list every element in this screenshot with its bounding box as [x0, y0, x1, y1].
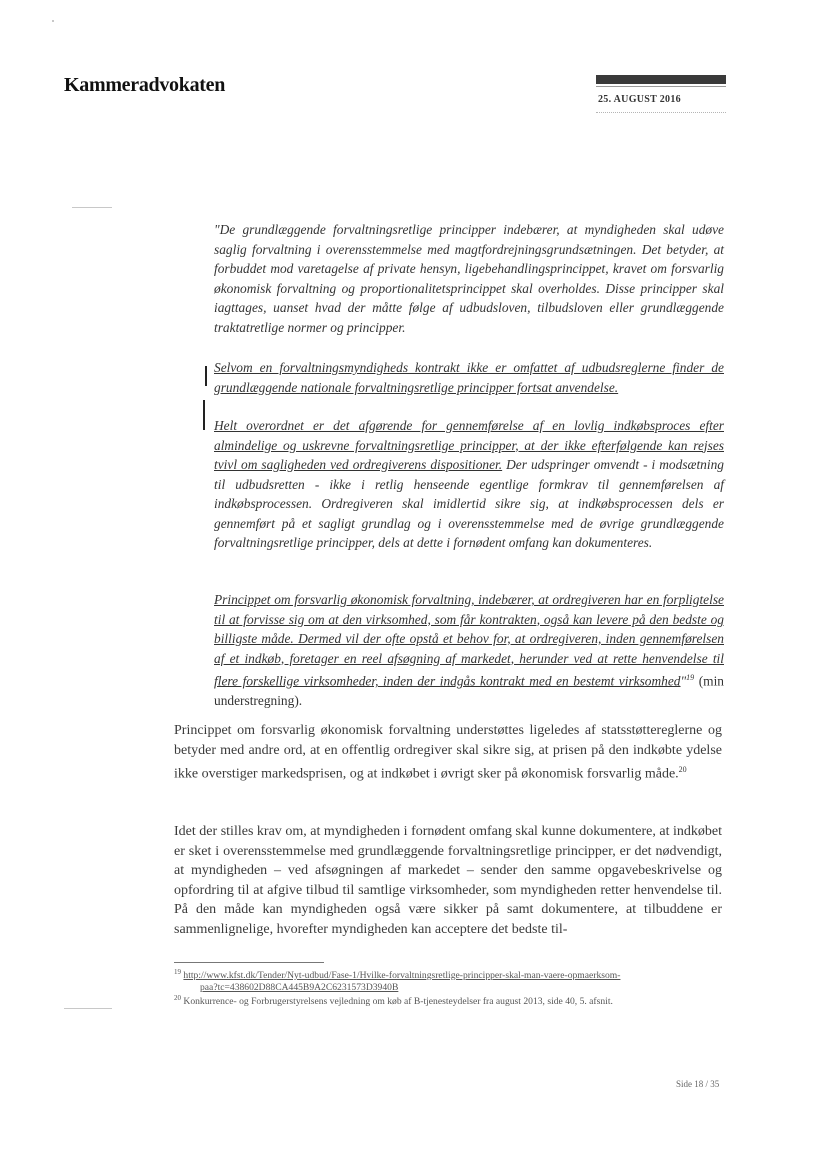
- body-paragraph-1-text: Princippet om forsvarlig økonomisk forvaltning understøttes ligeledes af statsstøttereglerne og betyder med andre ord, at en offentlig ordregiver skal sikre sig, at prisen på den indkøbte ydelse ikke overstiger markedsprisen, og at indkøbet i øvrigt sker på økonomisk forsvarlig måde.: [174, 723, 722, 782]
- footnote-rule: [174, 962, 324, 963]
- document-date: 25. AUGUST 2016: [598, 94, 681, 105]
- quote-paragraph-3-rest: Der udspringer omvendt - i modsætning til udbudsretten - ikke i retlig henseende egentlige formkrav til gennemførelsen af indkøbsprocessen. Ordregiveren skal imidlertid sikre sig, at indkøbsprocessen dels er gennemført på et sagligt grundlag og i overensstemmelse med de øvrige grundlæggende forvaltningsretlige principper, dels at dette i fornødent omfang kan dokumenteres.: [214, 457, 724, 550]
- margin-mark: [203, 400, 205, 430]
- brand-name: Kammeradvokaten: [64, 74, 226, 96]
- date-rule: [596, 112, 726, 113]
- scan-speck: [64, 1008, 112, 1009]
- footnote-link[interactable]: http://www.kfst.dk/Tender/Nyt-udbud/Fase-1/Hvilke-forvaltningsretlige-principper-skal-man-vaere-opmaerksom-: [183, 970, 621, 982]
- quote-paragraph-3-underlined: Helt overordnet er det afgørende for gennemførelse af en lovlig indkøbsproces efter almindelige og uskrevne forvaltningsretlige principper, at der ikke efterfølgende kan rejses tvivl om sagligheden ved ordregiverens dispositioner.: [214, 418, 724, 472]
- body-paragraph-1: [174, 721, 722, 784]
- quote-paragraph-3: [214, 416, 724, 553]
- quote-paragraph-1: "De grundlæggende forvaltningsretlige principper indebærer, at myndigheden skal udøve saglig forvaltning i overensstemmelse med magtfordrejningsgrundsætningen. Det betyder, at forbuddet mod varetagelse af private hensyn, ligebehandlingsprincippet, kravet om forsvarlig økonomisk forvaltning og proportionalitetsprincippet skal overholdes. Disse principper skal iagttages, uanset hvad der måtte følge af udbudsloven, tilbudsloven eller grundlæggende traktatretlige normer og principper.: [214, 222, 724, 335]
- header-rule-bar: [596, 75, 726, 84]
- footnote-ref-20: 20: [678, 765, 687, 775]
- footnote-number: 19: [174, 968, 181, 976]
- page-number: Side 18 / 35: [676, 1079, 720, 1089]
- footnote-ref-19: 19: [686, 673, 695, 682]
- quote-close-mark: ": [680, 673, 687, 689]
- footnote-text: Konkurrence- og Forbrugerstyrelsens vejledning om køb af B-tjenesteydelser fra august 2013, side 40, 5. afsnit.: [183, 996, 613, 1008]
- body-paragraph-2: Idet der stilles krav om, at myndigheden i fornødent omfang skal kunne dokumentere, at indkøbet er sket i overensstemmelse med grundlæggende forvaltningsretlige principper, er det nødvendigt, at myndigheden – ved afsøgningen af markedet – sender den samme opgavebeskrivelse og opfordring til at afgive tilbud til samtlige virksomheder, som myndigheden retter henvendelse til. På den måde kan myndigheden også være sikker på samt dokumentere, at tilbuddene er sammenlignelige, hvorefter myndigheden kan acceptere det bedste til-: [174, 824, 722, 937]
- quote-paragraph-4: [214, 590, 724, 710]
- scan-speck: [72, 207, 112, 208]
- header-rule-line: [596, 86, 726, 87]
- footnote-19: [174, 966, 734, 994]
- footnote-link-continued[interactable]: paa?tc=438602D88CA445B9A2C6231573D3940B: [200, 982, 399, 994]
- margin-mark: [205, 366, 207, 386]
- quote-paragraph-4-underlined: Princippet om forsvarlig økonomisk forvaltning, indebærer, at ordregiveren har en forpligtelse til at forvisse sig om at den virksomhed, som får kontrakten, også kan levere på den bedste og billigste måde. Dermed vil der ofte opstå et behov for, at ordregiveren, inden gennemførelsen af et indkøb, foretager en reel afsøgning af markedet, herunder ved at rette henvendelse til flere forskellige virksomheder, inden der indgås kontrakt med en bestemt virksomhed: [214, 592, 724, 689]
- footnote-number: 20: [174, 994, 181, 1002]
- footnote-20: [174, 992, 734, 1008]
- quote-paragraph-2: Selvom en forvaltningsmyndigheds kontrakt ikke er omfattet af udbudsreglerne finder de grundlæggende nationale forvaltningsretlige principper fortsat anvendelse.: [214, 360, 724, 395]
- quote-suffix: (min understregning).: [214, 673, 724, 708]
- scan-speck: [52, 20, 54, 22]
